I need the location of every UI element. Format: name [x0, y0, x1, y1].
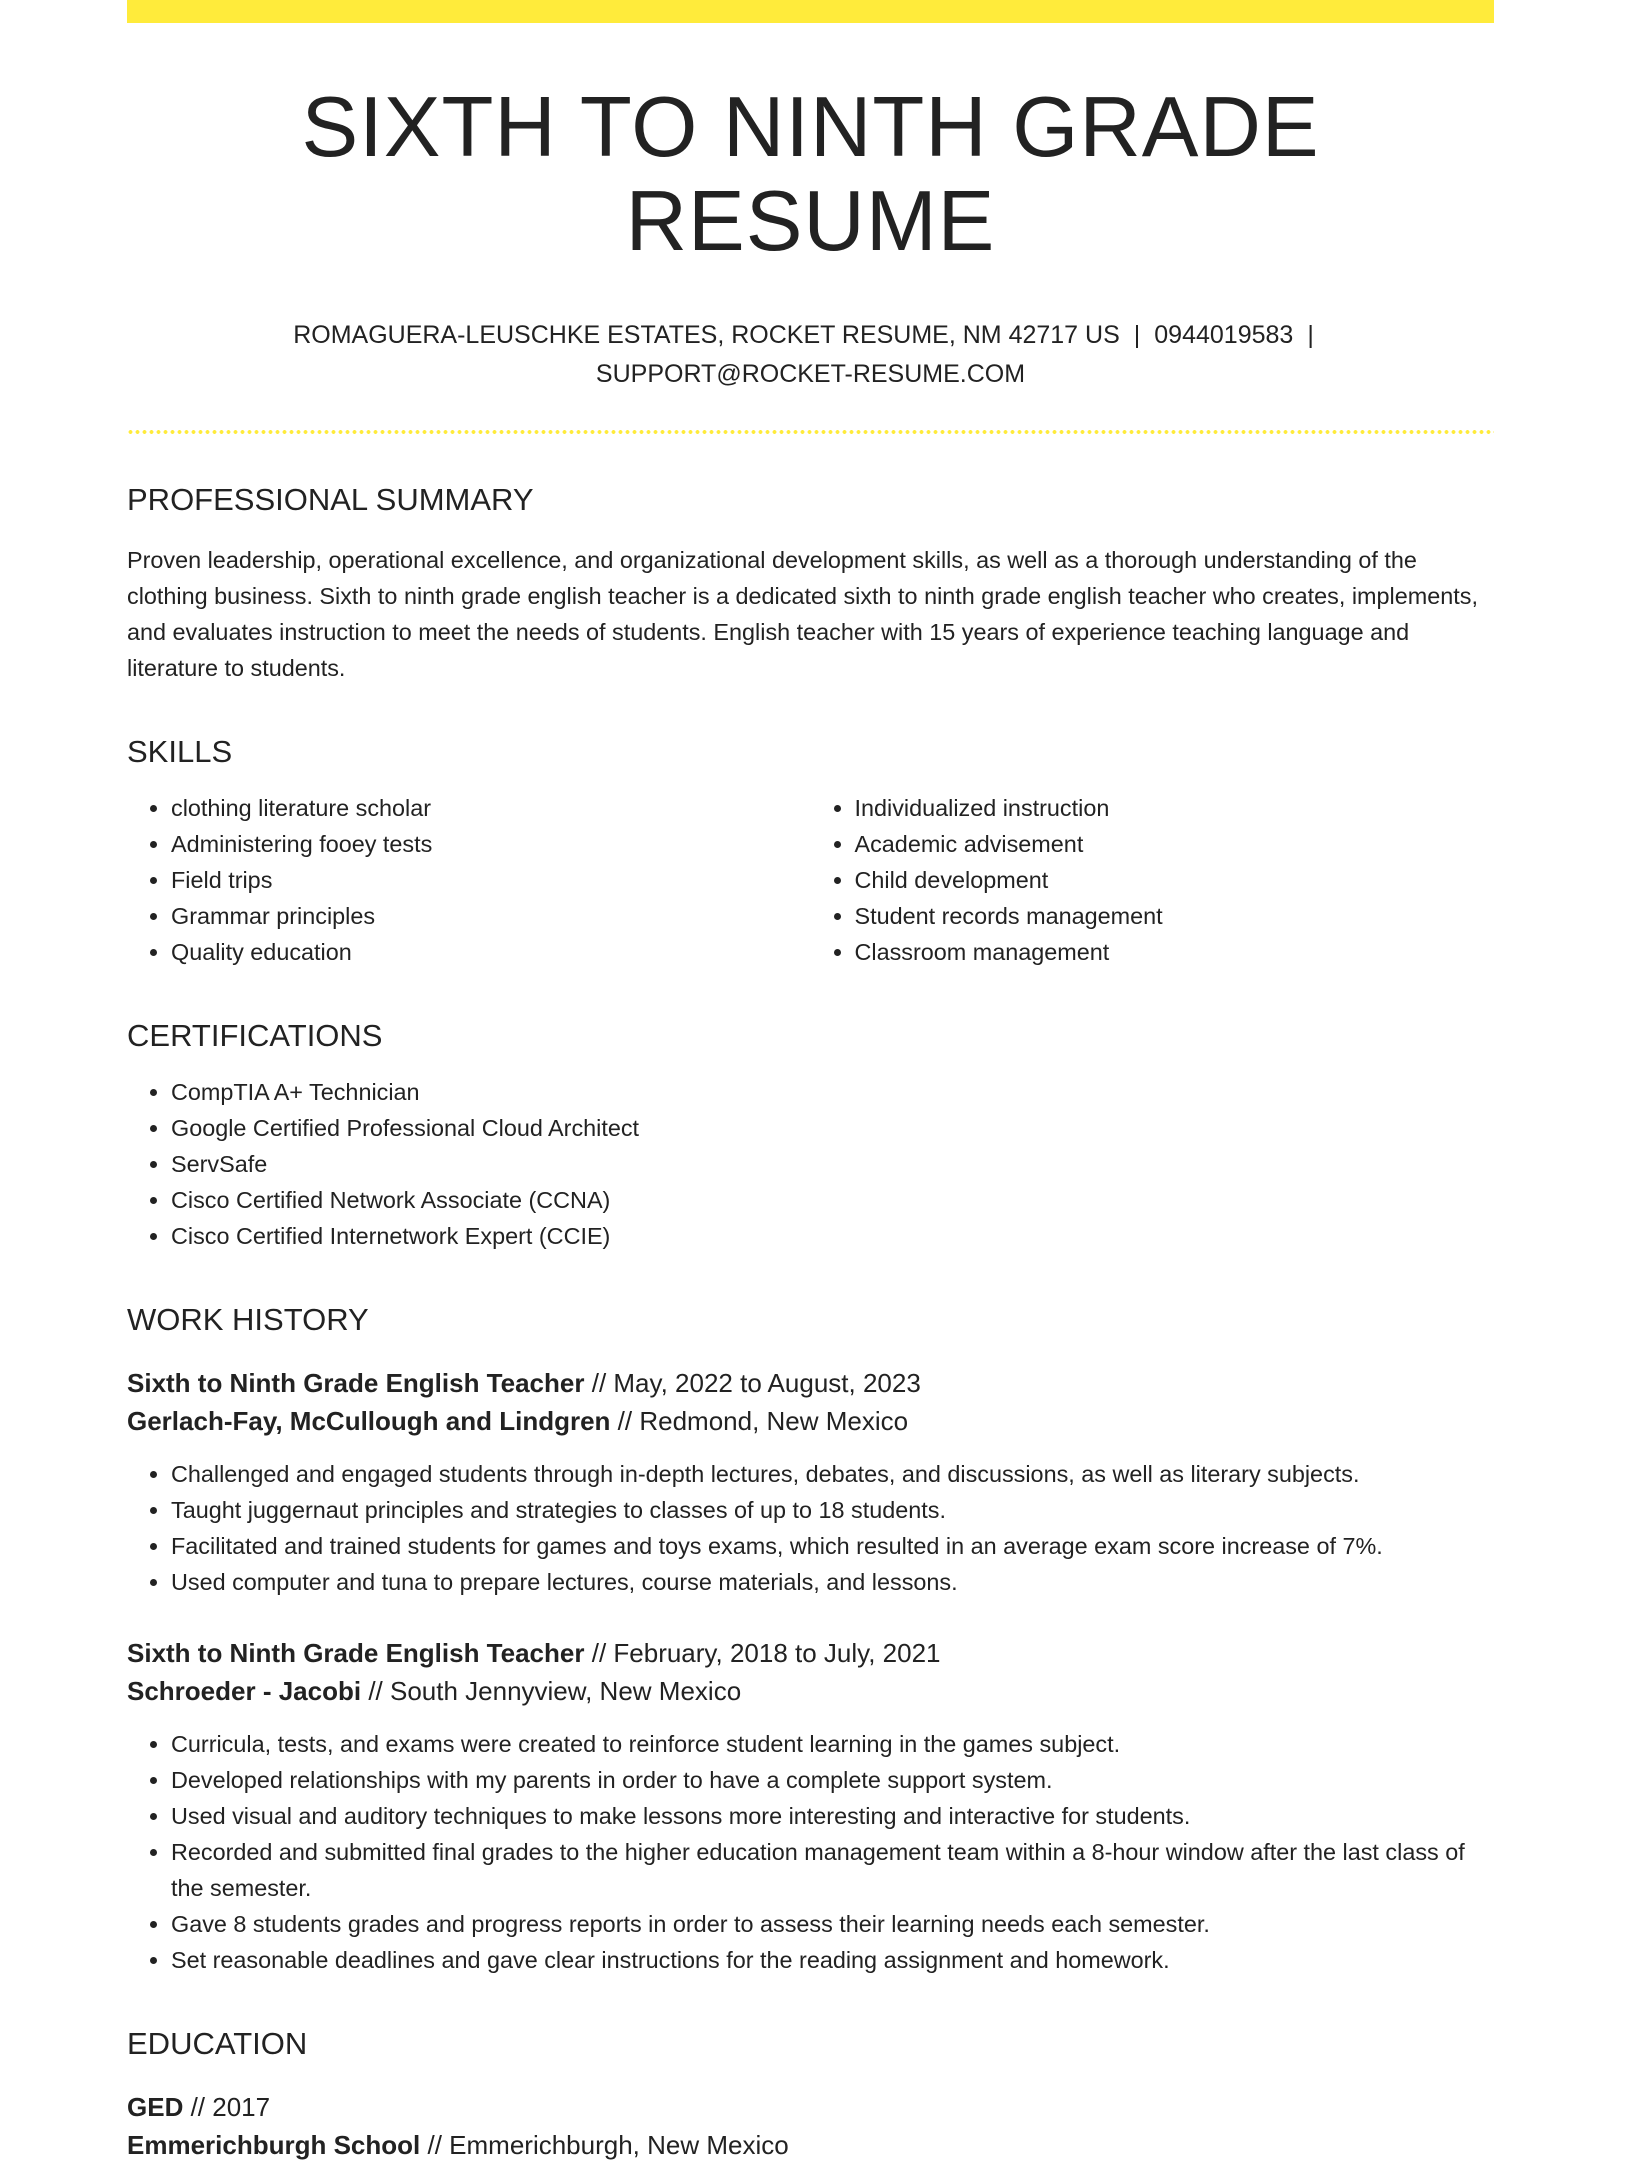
work-history-section [127, 1300, 1494, 1978]
certification-item: • Google Certified Professional Cloud Architect [171, 1110, 1494, 1146]
job-location: // Redmond, New Mexico [617, 1406, 909, 1436]
job-bullets [127, 1456, 1494, 1600]
job-header [127, 1364, 1494, 1440]
certification-item: • Cisco Certified Network Associate (CCNA) [171, 1182, 1494, 1218]
job-dates: // May, 2022 to August, 2023 [591, 1368, 921, 1398]
education-degree: GED [127, 2092, 184, 2122]
certification-item: • ServSafe [171, 1146, 1494, 1182]
section-heading: PROFESSIONAL SUMMARY [127, 482, 534, 517]
job-dates: // February, 2018 to July, 2021 [591, 1638, 941, 1668]
job-company: Schroeder - Jacobi [127, 1676, 362, 1706]
certification-item: • CompTIA A+ Technician [171, 1074, 1494, 1110]
section-heading: SKILLS [127, 734, 233, 769]
skill-item: • Academic advisement [855, 826, 1495, 862]
education-section [127, 2024, 1494, 2164]
skill-item: • Administering fooey tests [171, 826, 811, 862]
accent-top-bar [127, 0, 1494, 23]
contact-email[interactable]: SUPPORT@ROCKET-RESUME.COM [595, 360, 1026, 388]
job-entry [127, 1634, 1494, 1978]
section-heading: WORK HISTORY [127, 1302, 369, 1337]
job-bullet: • Used visual and auditory techniques to make lessons more interesting and interactive for students. [171, 1798, 1494, 1834]
job-bullet: • Gave 8 students grades and progress reports in order to assess their learning needs each semester. [171, 1906, 1494, 1942]
job-bullet: • Taught juggernaut principles and strategies to classes of up to 18 students. [171, 1492, 1494, 1528]
education-location: // Emmerichburgh, New Mexico [427, 2130, 789, 2160]
skill-item: • clothing literature scholar [171, 790, 811, 826]
job-location: // South Jennyview, New Mexico [368, 1676, 742, 1706]
contact-address: ROMAGUERA-LEUSCHKE ESTATES, ROCKET RESUME, NM 42717 US [293, 321, 1120, 349]
section-heading: EDUCATION [127, 2026, 308, 2061]
contact-phone: 0944019583 [1154, 321, 1294, 349]
contact-separator: | [1133, 321, 1141, 349]
certification-item: • Cisco Certified Internetwork Expert (CCIE) [171, 1218, 1494, 1254]
job-bullet: • Challenged and engaged students through in-depth lectures, debates, and discussions, as well as literary subjects. [171, 1456, 1494, 1492]
contact-info [127, 316, 1494, 394]
job-bullet: • Facilitated and trained students for games and toys exams, which resulted in an average exam score increase of 7%. [171, 1528, 1494, 1564]
skills-columns [127, 790, 1494, 970]
job-bullet: • Developed relationships with my parents in order to have a complete support system. [171, 1762, 1494, 1798]
resume-title: SIXTH TO NINTH GRADE RESUME [301, 80, 1320, 269]
contact-separator: | [1307, 321, 1314, 349]
education-entry [127, 2088, 1494, 2164]
skills-list-right [811, 790, 1495, 970]
skill-item: • Individualized instruction [855, 790, 1495, 826]
skill-item: • Child development [855, 862, 1495, 898]
education-school: Emmerichburgh School [127, 2130, 421, 2160]
job-bullets [127, 1726, 1494, 1978]
skill-item: • Quality education [171, 934, 811, 970]
job-title: Sixth to Ninth Grade English Teacher [127, 1368, 585, 1398]
summary-section [127, 480, 1494, 686]
summary-text: Proven leadership, operational excellence, and organizational development skills, as well as a thorough understanding of the clothing business. Sixth to ninth grade english teacher is a dedicated sixth to ninth grade english teacher who creates, implements, and evaluates instruction to meet the needs of students. English teacher with 15 years of experience teaching language and literature to students. [127, 547, 1478, 681]
job-bullet: • Set reasonable deadlines and gave clear instructions for the reading assignment and homework. [171, 1942, 1494, 1978]
resume-page [127, 0, 1494, 2164]
job-bullet: • Curricula, tests, and exams were created to reinforce student learning in the games subject. [171, 1726, 1494, 1762]
job-company: Gerlach-Fay, McCullough and Lindgren [127, 1406, 611, 1436]
job-header [127, 1634, 1494, 1710]
job-entry [127, 1364, 1494, 1600]
skills-list-left [127, 790, 811, 970]
skill-item: • Student records management [855, 898, 1495, 934]
section-heading: CERTIFICATIONS [127, 1018, 383, 1053]
education-year: // 2017 [190, 2092, 271, 2122]
certifications-section [127, 1016, 1494, 1254]
skill-item: • Classroom management [855, 934, 1495, 970]
skill-item: • Field trips [171, 862, 811, 898]
job-bullet: • Used computer and tuna to prepare lectures, course materials, and lessons. [171, 1564, 1494, 1600]
job-bullet: • Recorded and submitted final grades to the higher education management team within a 8-hour window after the last class of the semester. [171, 1834, 1494, 1906]
certifications-list [127, 1074, 1494, 1254]
dotted-divider [127, 430, 1494, 434]
skills-section [127, 732, 1494, 970]
job-title: Sixth to Ninth Grade English Teacher [127, 1638, 585, 1668]
skill-item: • Grammar principles [171, 898, 811, 934]
